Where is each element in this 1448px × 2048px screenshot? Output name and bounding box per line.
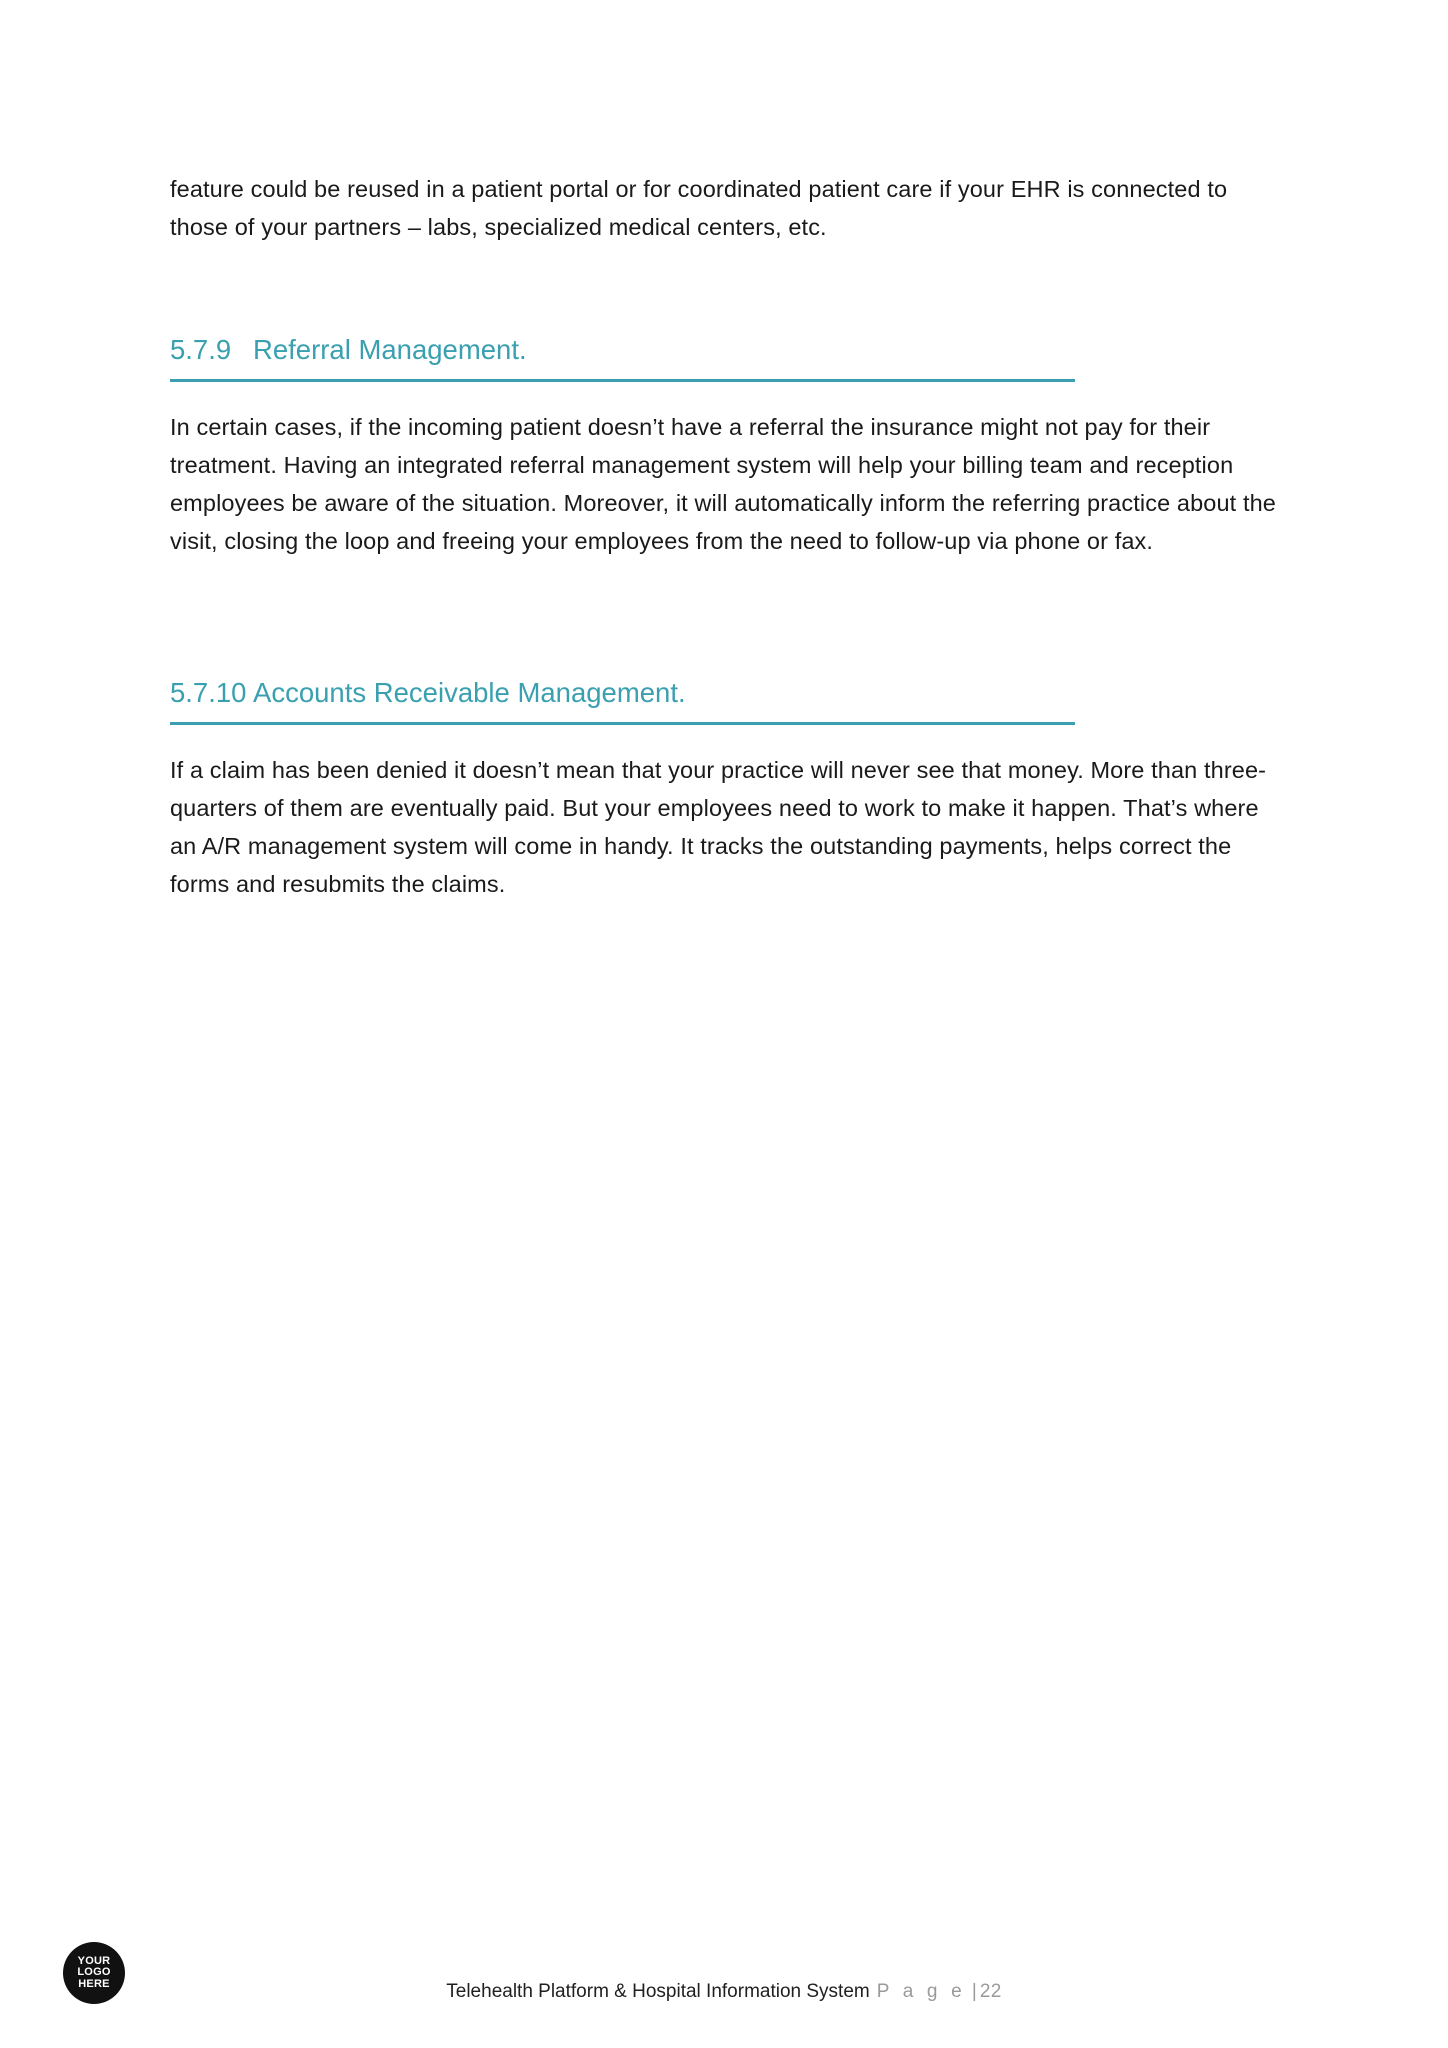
footer-separator: | <box>971 1981 977 2002</box>
heading-number: 5.7.9 <box>170 334 232 365</box>
footer-page-label: P a g e <box>876 1981 966 2002</box>
section-heading-accounts-receivable-management <box>170 673 1075 725</box>
heading-title: Accounts Receivable Management. <box>253 677 686 708</box>
intro-paragraph-block <box>170 170 1288 246</box>
referral-paragraph-block <box>170 408 1288 560</box>
heading-title: Referral Management. <box>253 334 527 365</box>
referral-paragraph: In certain cases, if the incoming patient doesn’t have a referral the insurance might not pay for their treatment. Having an integrated referral management system will help your billing team and reception employees be aware of the situation. Moreover, it will automatically inform the referring practice about the visit, closing the loop and freeing your employees from the need to follow-up via phone or fax. <box>170 414 1276 554</box>
accounts-receivable-paragraph: If a claim has been denied it doesn’t mean that your practice will never see that money. More than three-quarters of them are eventually paid. But your employees need to work to make it happen. That’s where an A/R management system will come in handy. It tracks the outstanding payments, helps correct the forms and resubmits the claims. <box>170 757 1267 897</box>
page-footer <box>0 1979 1448 2005</box>
accounts-receivable-paragraph-block <box>170 751 1288 903</box>
heading-underline-rule <box>170 722 1075 725</box>
logo-line-3: HERE <box>78 1977 110 1990</box>
logo-line-1: YOUR <box>77 1955 111 1968</box>
logo-line-2: LOGO <box>77 1966 111 1979</box>
section-heading-referral-management <box>170 330 1075 382</box>
footer-document-title: Telehealth Platform & Hospital Information System <box>446 1981 870 2002</box>
heading-row <box>170 673 1075 713</box>
intro-paragraph: feature could be reused in a patient portal or for coordinated patient care if your EHR is connected to those of your partners – labs, specialized medical centers, etc. <box>170 176 1228 240</box>
footer-page-number: 22 <box>979 1981 1002 2002</box>
heading-number: 5.7.10 <box>170 677 247 708</box>
heading-underline-rule <box>170 379 1075 382</box>
heading-row <box>170 330 1075 370</box>
